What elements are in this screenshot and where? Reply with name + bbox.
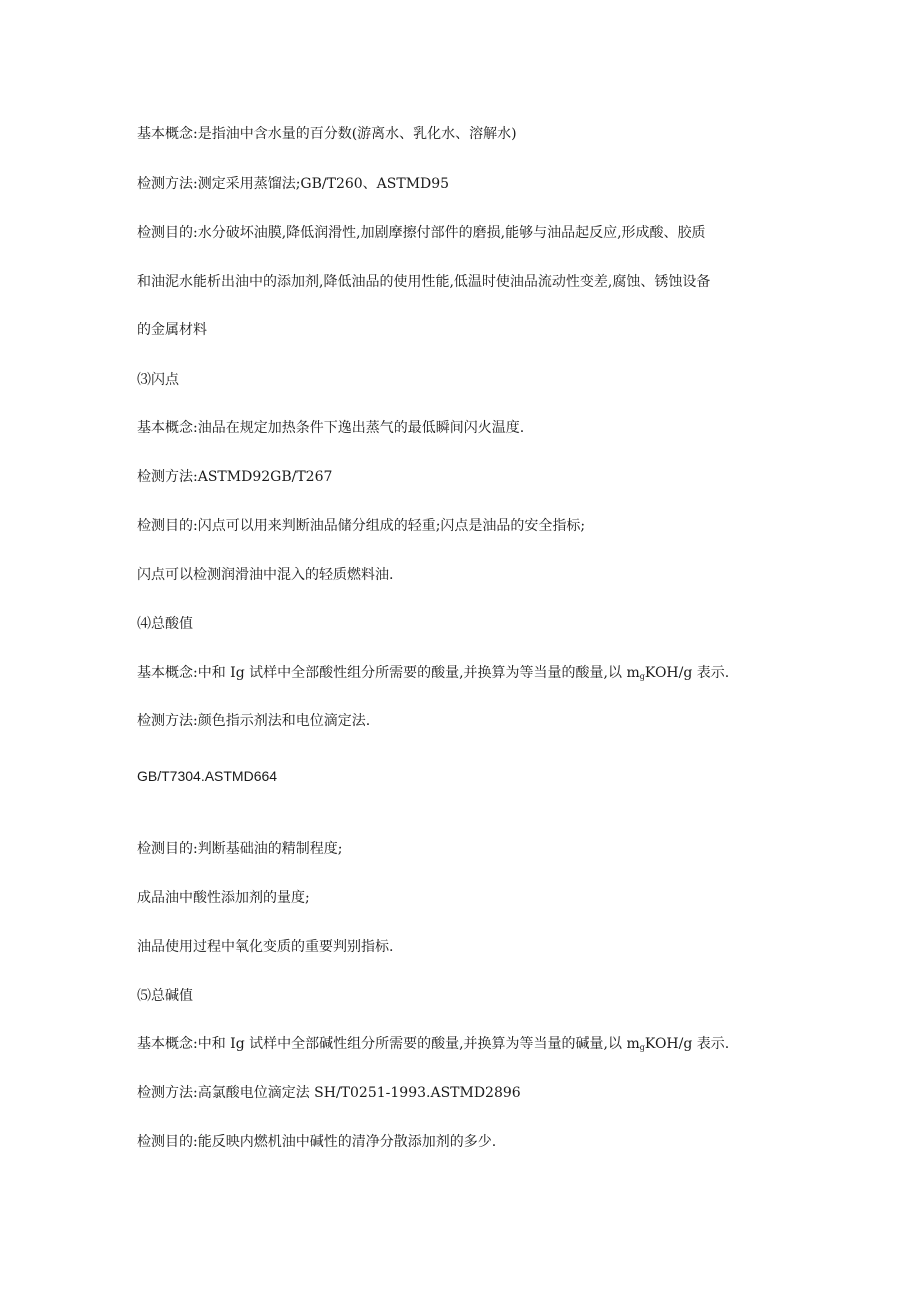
- acid-concept-line: [137, 663, 810, 687]
- acid-concept-subscript: g: [639, 672, 645, 681]
- water-method-line: 检测方法:测定采用蒸馏法;GB/T260、ASTMD95: [137, 176, 450, 192]
- base-purpose-line: 检测目的:能反映内燃机油中碱性的清净分散添加剂的多少.: [137, 1134, 497, 1150]
- acid-value-heading: ⑷总酸值: [137, 616, 193, 632]
- flash-purpose-line-1: 检测目的:闪点可以用来判断油品储分组成的轻重;闪点是油品的安全指标;: [137, 518, 586, 534]
- base-method-line: 检测方法:高氯酸电位滴定法 SH/T0251-1993.ASTMD2896: [137, 1085, 521, 1101]
- acid-purpose-line-2: 成品油中酸性添加剂的量度;: [137, 890, 310, 906]
- acid-standard-line: GB/T7304.ASTMD664: [137, 768, 278, 784]
- acid-concept-unit: KOH/g 表示.: [644, 665, 730, 681]
- base-concept-subscript: g: [639, 1043, 645, 1052]
- flash-point-heading: ⑶闪点: [137, 372, 179, 388]
- water-purpose-line-1: 检测目的:水分破坏油膜,降低润滑性,加剧摩擦付部件的磨损,能够与油品起反应,形成酸、胶质: [137, 225, 706, 241]
- base-concept-line: [137, 1034, 810, 1058]
- base-concept-text: 基本概念:中和 Ig 试样中全部碱性组分所需要的酸量,并换算为等当量的碱量,以 m: [137, 1036, 640, 1052]
- acid-method-line: 检测方法:颜色指示剂法和电位滴定法.: [137, 713, 371, 729]
- flash-concept-line: 基本概念:油品在规定加热条件下逸出蒸气的最低瞬间闪火温度.: [137, 420, 525, 436]
- acid-purpose-line-3: 油品使用过程中氧化变质的重要判别指标.: [137, 939, 394, 955]
- flash-method-line: 检测方法:ASTMD92GB/T267: [137, 469, 333, 485]
- flash-purpose-line-2: 闪点可以检测润滑油中混入的轻质燃料油.: [137, 567, 394, 583]
- water-concept-line: 基本概念:是指油中含水量的百分数(游离水、乳化水、溶解水): [137, 126, 517, 142]
- acid-purpose-line-1: 检测目的:判断基础油的精制程度;: [137, 841, 343, 857]
- acid-concept-text: 基本概念:中和 Ig 试样中全部酸性组分所需要的酸量,并换算为等当量的酸量,以 m: [137, 665, 640, 681]
- water-purpose-line-2: 和油泥水能析出油中的添加剂,降低油品的使用性能,低温时使油品流动性变差,腐蚀、锈蚀设备: [137, 274, 711, 290]
- base-value-heading: ⑸总碱值: [137, 988, 193, 1004]
- water-purpose-line-3: 的金属材料: [137, 322, 207, 338]
- base-concept-unit: KOH/g 表示.: [644, 1036, 730, 1052]
